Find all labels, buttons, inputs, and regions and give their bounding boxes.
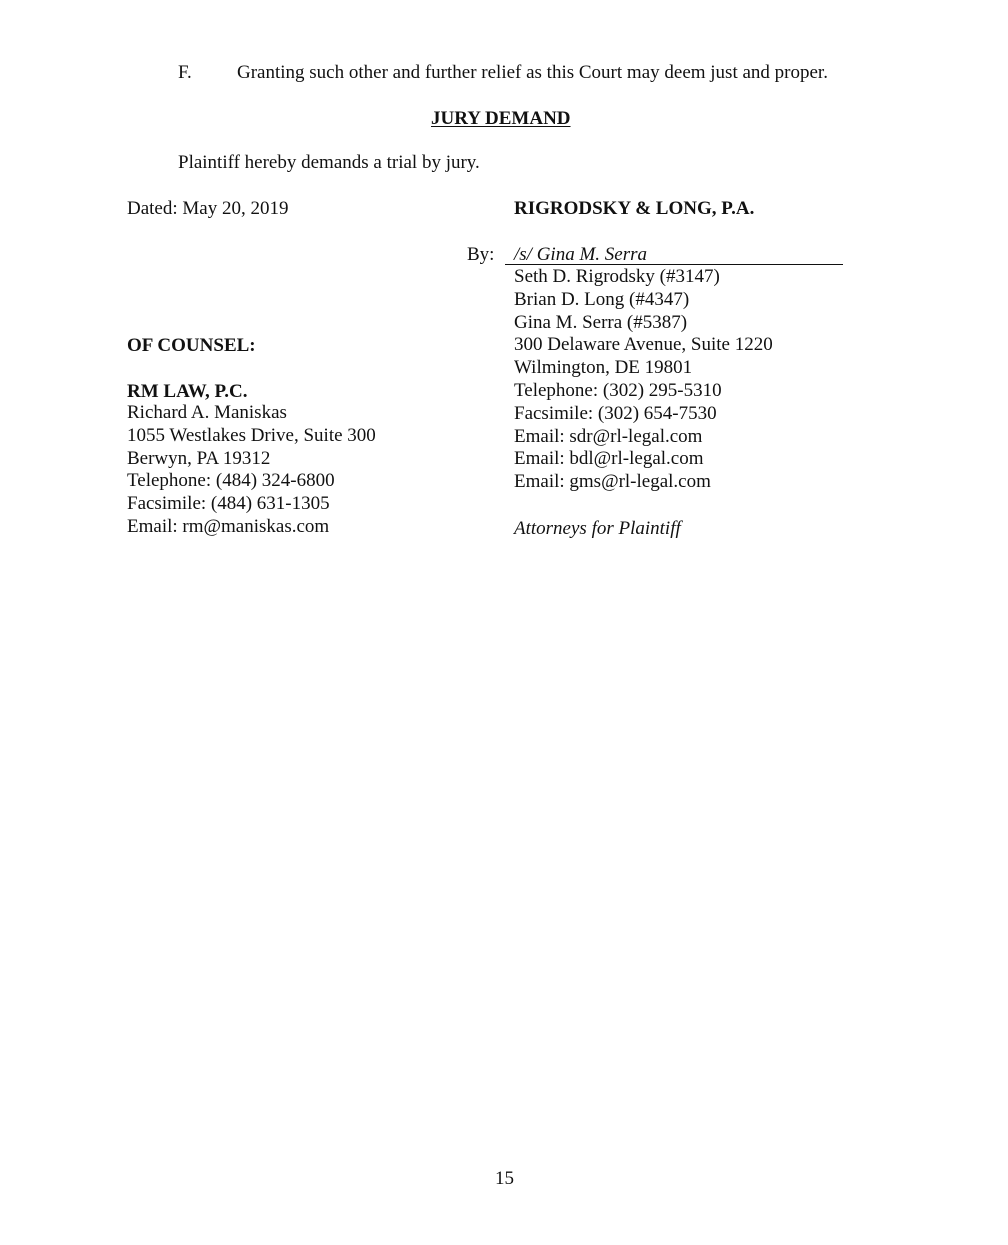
of-counsel-line: Richard A. Maniskas bbox=[127, 402, 287, 423]
page-number: 15 bbox=[495, 1168, 514, 1189]
dated-line: Dated: May 20, 2019 bbox=[127, 198, 289, 219]
relief-item-letter: F. bbox=[178, 62, 192, 83]
firm-line: Gina M. Serra (#5387) bbox=[514, 311, 688, 333]
of-counsel-block bbox=[127, 402, 376, 539]
firm-line: Seth D. Rigrodsky (#3147) bbox=[514, 266, 720, 287]
of-counsel-firm-name: RM LAW, P.C. bbox=[127, 381, 248, 402]
jury-demand-heading: JURY DEMAND bbox=[431, 108, 571, 129]
firm-line: Facsimile: (302) 654-7530 bbox=[514, 402, 717, 424]
attorneys-role: Attorneys for Plaintiff bbox=[514, 518, 681, 539]
firm-attorney-block bbox=[514, 266, 773, 494]
firm-line: 300 Delaware Avenue, Suite 1220 bbox=[514, 334, 773, 356]
firm-line: Brian D. Long (#4347) bbox=[514, 288, 690, 310]
by-label: By: bbox=[467, 244, 495, 265]
signature: /s/ Gina M. Serra bbox=[514, 244, 647, 265]
of-counsel-line: Facsimile: (484) 631-1305 bbox=[127, 493, 330, 515]
of-counsel-line: Telephone: (484) 324-6800 bbox=[127, 470, 335, 492]
of-counsel-line: Email: rm@maniskas.com bbox=[127, 515, 330, 537]
firm-name: RIGRODSKY & LONG, P.A. bbox=[514, 198, 755, 219]
jury-demand-text: Plaintiff hereby demands a trial by jury. bbox=[178, 152, 480, 173]
firm-line: Telephone: (302) 295-5310 bbox=[514, 379, 722, 401]
firm-line: Wilmington, DE 19801 bbox=[514, 357, 693, 379]
of-counsel-line: 1055 Westlakes Drive, Suite 300 bbox=[127, 424, 376, 446]
firm-line: Email: sdr@rl-legal.com bbox=[514, 425, 703, 447]
of-counsel-line: Berwyn, PA 19312 bbox=[127, 447, 271, 469]
firm-line: Email: bdl@rl-legal.com bbox=[514, 448, 704, 470]
of-counsel-label: OF COUNSEL: bbox=[127, 335, 256, 356]
firm-line: Email: gms@rl-legal.com bbox=[514, 471, 711, 493]
signature-line bbox=[505, 264, 843, 265]
relief-item-text: Granting such other and further relief as this Court may deem just and proper. bbox=[237, 62, 828, 83]
